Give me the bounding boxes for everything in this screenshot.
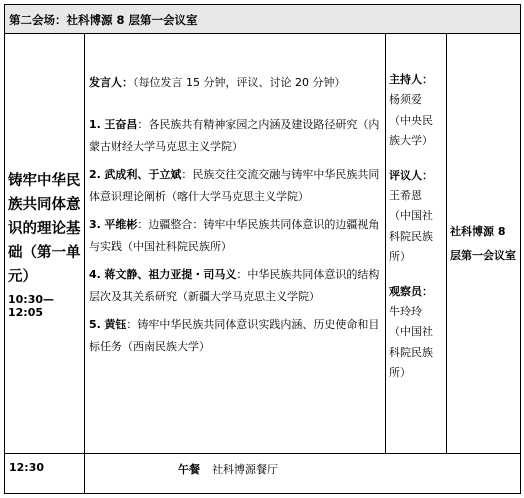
host-label: 主持人： — [389, 73, 433, 86]
paper-author-names: 平维彬 — [104, 217, 138, 231]
agenda-table — [4, 4, 521, 494]
session-title: 铸牢中华民族共同体意识的理论基础（第一单元） — [8, 171, 81, 285]
reviewer-name: 王希恩（中国社科院民族所） — [389, 189, 433, 264]
session-info — [5, 34, 85, 454]
room-cell: 社科博源 8 层第一会议室 — [447, 34, 521, 454]
paper-authors: 3. — [89, 217, 101, 231]
paper-authors: 2. — [89, 167, 101, 181]
lunch-row — [5, 454, 521, 494]
speakers-label: 发言人： — [89, 76, 133, 89]
paper-title: 各民族共有精神家园之内涵及建设路径研究（内蒙古财经大学马克思主义学院） — [89, 117, 380, 153]
paper-item — [89, 164, 381, 209]
speakers-cell — [85, 34, 386, 454]
observer-label: 观察员： — [389, 284, 433, 298]
lunch-label: 午餐 — [178, 463, 200, 476]
paper-title: 铸牢中华民族共同体意识实践内涵、历史使命和目标任务（西南民族大学） — [89, 317, 380, 353]
reviewer-label: 评议人： — [389, 168, 433, 182]
roles-cell — [386, 34, 447, 454]
paper-item — [89, 114, 381, 159]
paper-separator: ： — [137, 217, 149, 231]
venue-header: 第二会场：社科博源 8 层第一会议室 — [5, 5, 521, 34]
paper-title: 民族交往交流交融与铸牢中华民族共同体意识理论阐析（喀什大学马克思主义学院） — [89, 167, 380, 203]
host-name: 杨须爱（中央民族大学） — [389, 93, 433, 148]
paper-item — [89, 214, 381, 259]
paper-title: 边疆整合：铸牢中华民族共同体意识的边疆视角与实践（中国社科院民族所） — [89, 217, 380, 253]
paper-authors: 5. — [89, 317, 101, 331]
observer-name: 牛玲玲（中国社科院民族所） — [389, 305, 433, 380]
paper-separator: ： — [236, 267, 248, 281]
paper-separator: ： — [181, 167, 193, 181]
session-row — [5, 34, 521, 454]
lunch-place: 社科博源餐厅 — [212, 463, 278, 476]
paper-separator: ： — [137, 117, 149, 131]
paper-authors: 1. — [89, 117, 101, 131]
paper-author-names: 武成利、于立斌 — [104, 167, 182, 181]
reviewer-block — [389, 166, 443, 268]
paper-author-names: 王奋昌 — [104, 117, 138, 131]
paper-item — [89, 314, 381, 359]
speakers-intro — [89, 72, 381, 95]
lunch-cell — [85, 454, 521, 494]
paper-author-names: 蒋文静、祖力亚提・司马义 — [104, 267, 237, 281]
observer-block — [389, 282, 443, 384]
host-block — [389, 70, 443, 152]
paper-list — [89, 114, 381, 359]
venue-header-row — [5, 5, 521, 34]
paper-author-names: 黄钰 — [104, 317, 127, 331]
paper-separator: ： — [126, 317, 138, 331]
speakers-note: （每位发言 15 分钟，评议、讨论 20 分钟） — [133, 76, 346, 89]
paper-authors: 4. — [89, 267, 101, 281]
lunch-time: 12:30 — [5, 454, 85, 494]
paper-title: 中华民族共同体意识的结构层次及其关系研究（新疆大学马克思主义学院） — [89, 267, 380, 303]
paper-item — [89, 264, 381, 309]
session-time: 10:30—12:05 — [8, 292, 55, 319]
